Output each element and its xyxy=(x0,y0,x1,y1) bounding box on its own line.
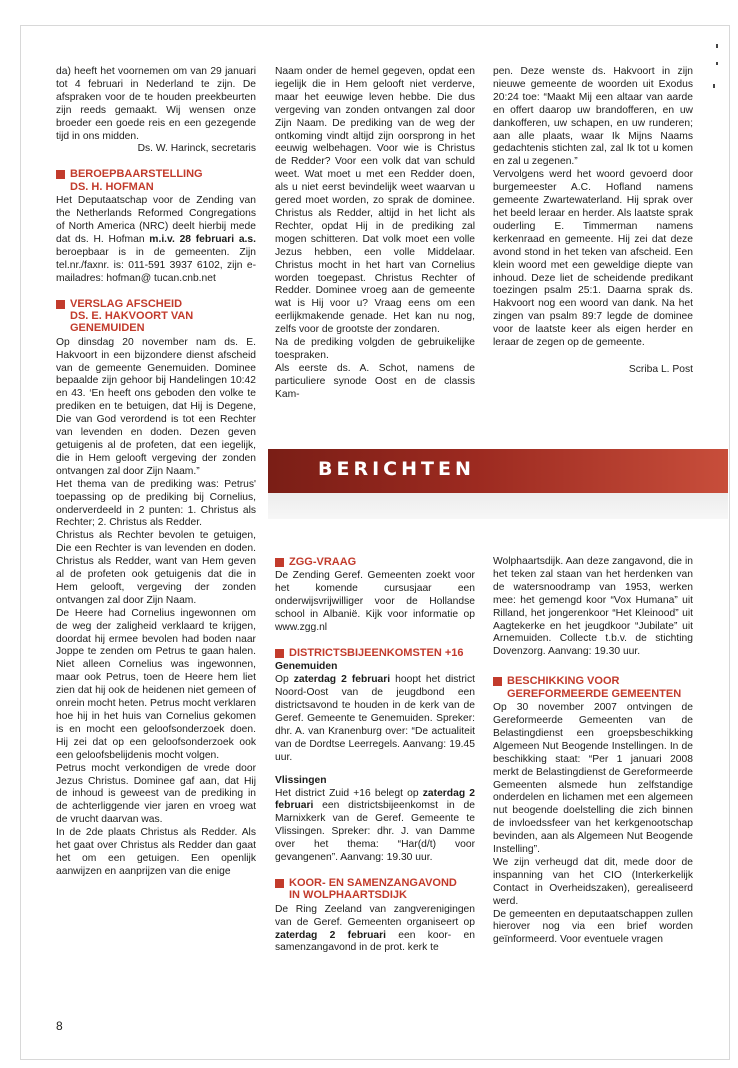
zgg-body: De Zending Geref. Gemeenten zoekt voor het komende cursusjaar een onderwijsvrijwilliger voor de Hollandse school in Albanië. Kijk voor informatie op www.zgg.nl xyxy=(275,570,475,634)
heading-bullet-icon xyxy=(275,558,284,567)
berichten-banner xyxy=(268,449,728,493)
intro-paragraph: da) heeft het voornemen om van 29 januari tot 4 februari in Nederland te zijn. De afspraken voor de te houden preekbeurten zijn reeds gemaakt. Wij wensen onze broeder een goede reis en een gezegende tijd in ons midden. xyxy=(56,66,256,142)
koor-continued-body: Wolphaartsdijk. Aan deze zangavond, die in het teken zal staan van het herdenken van de watersnoodramp van 1953, werken mee: het gemengd koor “Vox Humana” uit Rilland, het jongerenkoor “Het Kleinood” uit Aagtekerke en het jeugdkoor “Jubilate” uit Arnemuiden. Collecte t.b.v. de stichting Dovenzorg. Aanvang: 19.30 uur. xyxy=(493,556,693,658)
heading-bullet-icon xyxy=(56,300,65,309)
column-4 xyxy=(275,556,475,955)
beschikking-paragraph: Op 30 november 2007 ontvingen de Gereformeerde Gemeenten van de Belastingdienst een groepsbeschikking Algemeen Nut Beogende Instellingen. In de beschikking staat: “Per 1 januari 2008 merkt de Belastingdienst de Gereformeerde Gemeenten alsmede hun zelfstandige onderdelen en lichamen met een algemeen nut beogende doelstelling die zich binnen de invloedssfeer van het kerkgenootschap bevinden, aan als Algemeen Nut Beogende Instelling”. xyxy=(493,702,693,856)
beroepbaarstelling-body: Het Deputaatschap voor de Zending van the Netherlands Reformed Congregations of North America (NRC) deelt hierbij mede dat ds. H. Hofman m.i.v. 28 februari a.s. beroepbaar is in de gemeenten. Zijn tel.nr./faxnr. is: 011-591 3937 6102, zijn e-mailadres: hofman@ tucan.cnb.net xyxy=(56,195,256,284)
section-heading-koor-samenzangavond: KOOR- EN SAMENZANGAVOND IN WOLPHAARTSDIJK xyxy=(275,877,475,902)
banner-title: BERICHTEN xyxy=(318,458,475,480)
verslag-continued-paragraph: Als eerste ds. A. Schot, namens de particuliere synode Oost en de classis Kam- xyxy=(275,362,475,400)
scan-mark xyxy=(716,62,718,65)
column-1 xyxy=(56,66,256,879)
heading-bullet-icon xyxy=(275,649,284,658)
verslag-paragraph: In de 2de plaats Christus als Redder. Als het gaat over Christus als Redder dan gaat het om een getuigen. Een openlijk aanwijzen en aanprijzen van die enige xyxy=(56,827,256,877)
beschikking-paragraph: We zijn verheugd dat dit, mede door de inspanning van het CIO (Interkerkelijk Contact in Overheidszaken), gerealiseerd werd. xyxy=(493,856,693,907)
intro-signature: Ds. W. Harinck, secretaris xyxy=(137,143,256,155)
koor-body: De Ring Zeeland van zangverenigingen van de Geref. Gemeenten organiseert op zaterdag 2 februari een koor- en samenzangavond in de prot. kerk te xyxy=(275,903,475,954)
verslag-paragraph: Het thema van de prediking was: Petrus' toepassing op de prediking bij Cornelius, onderverdeeld in 2 punten: 1. Christus als Rechter; 2. Christus als Redder. xyxy=(56,478,256,529)
heading-bullet-icon xyxy=(56,170,65,179)
verslag-paragraph: Op dinsdag 20 november nam ds. E. Hakvoort in een bijzondere dienst afscheid van de gemeente Genemuiden. Dominee bepaalde zijn gehoor bij Handelingen 10:42 en 43. ‘En heeft ons geboden den volke te prediken en te betuigen, dat Hij is Degene, Die van God verordend is tot een Rechter van levenden en doden. Dezen geven getuigenis al de profeten, dat een iegelijk, die in Hem gelooft vergeving der zonden ontvangen zal door Zijn Naam.” xyxy=(56,336,256,477)
verslag-continued-paragraph: pen. Deze wenste ds. Hakvoort in zijn nieuwe gemeente de woorden uit Exodus 20:24 toe: “Maakt Mij een altaar van aarde en offert daarop uw brandofferen, en uw dankofferen, uw schapen, en uw runderen; aan alle plaats, waar Ik Mijns Naams gedachtenis stichten zal, zal Ik tot u komen en zal u zegenen.” xyxy=(493,66,693,168)
heading-bullet-icon xyxy=(275,879,284,888)
subheading-genemuiden: Genemuiden xyxy=(275,661,338,673)
section-heading-verslag-afscheid: VERSLAG AFSCHEID DS. E. HAKVOORT VAN GENEMUIDEN xyxy=(56,298,256,335)
heading-bullet-icon xyxy=(493,677,502,686)
scriba-signature: Scriba L. Post xyxy=(628,363,693,375)
section-heading-beroepbaarstelling: BEROEPBAARSTELLING DS. H. HOFMAN xyxy=(56,168,256,193)
column-3 xyxy=(493,66,693,377)
section-heading-zgg-vraag: ZGG-VRAAG xyxy=(275,556,475,568)
beschikking-paragraph: De gemeenten en deputaatschappen zullen hierover nog via een brief worden geïnformeerd. Voor eventuele vragen xyxy=(493,908,693,946)
page-number: 8 xyxy=(56,1019,63,1033)
column-2 xyxy=(275,66,475,402)
verslag-continued-paragraph: Vervolgens werd het woord gevoerd door burgemeester A.C. Hofland namens gemeente Zwartewaterland. Hij sprak over het beeld leraar en herder. Als laatste sprak ouderling E. Timmerman namens kerkenraad en gemeente. Hij zei dat deze avond stond in het teken van afscheid. Een klein woord met een geweldige diepte van inhoud. Deze liet de scheidende predikant toezingen psalm 25:1. Daarna sprak ds. Hakvoort nog een woord van dank. Na het zingen van psalm 89:7 legde de dominee voor de laatste keer als eigen herder en leraar de zegen op de gemeente. xyxy=(493,169,693,349)
genemuiden-body: Op zaterdag 2 februari hoopt het district Noord-Oost van de jeugdbond een districtsavond te houden in de kerk van de Geref. Gemeente te Genemuiden. Spreker: dhr. A. van Kranenburg over: “De actualiteit van de Dordtse Leerregels. Aanvang: 19.45 uur. xyxy=(275,674,475,763)
banner-shadow xyxy=(268,493,728,519)
subheading-vlissingen: Vlissingen xyxy=(275,774,327,786)
scan-mark xyxy=(713,84,715,88)
verslag-continued-paragraph: Na de prediking volgden de gebruikelijke toespraken. xyxy=(275,337,475,361)
verslag-paragraph: Petrus mocht verkondigen de vrede door Jezus Christus. Dominee gaf aan, dat Hij de inhoud is geweest van de prediking in de achterliggende vier jaren en vroeg wat de vrucht daarvan was. xyxy=(56,762,256,826)
column-5 xyxy=(493,556,693,947)
section-heading-beschikking: BESCHIKKING VOOR GEREFORMEERDE GEMEENTEN xyxy=(493,675,693,700)
verslag-continued-paragraph: Naam onder de hemel gegeven, opdat een iegelijk die in Hem gelooft niet verderve, maar het eeuwige leven hebbe. Die dus vergeving van zonden ontvangen zal door Zijn Naam. De prediking van de weg der ontkoming vindt altijd zijn oorsprong in het eeuwig welbehagen. Voor wie is Christus de Redder? Voor een volk dat van schuld weet. Wat moet u met een Redder doen, als u niet eerst bevindelijk weet waarvan u gered moet worden, zo sprak de dominee. Christus als Redder, altijd in het licht als Rechter, opdat Hij in de prediking zal mogen schitteren. Dat volk moet een volle Jezus hebben, een volle Middelaar. Christus mocht in het hart van Cornelius worden toegepast. Christus Rechter of Redder. Dominee vroeg aan de gemeente wat is Hij voor u? Vraag eens om een eerlijkmakende genade. Het kan nu nog, zelfs voor de grootste der zondaren. xyxy=(275,66,475,336)
verslag-paragraph: De Heere had Cornelius ingewonnen om de weg der zaligheid verklaard te krijgen, doordat hij ermee bevolen had boden naar Joppe te zenden om Petrus te gaan halen. Niet alleen Cornelius was ingewonnen, maar ook Petrus, toen de Heere hem liet zien dat hij ook de heidenen niet gemeen of onrein mocht heten. Petrus mocht verklaren hoe hij in het huis van Cornelius gekomen is en mocht een geloofsonderzoek doen. Hij zei dat op een geloofsonderzoek ook een geloofsbelijdenis mocht volgen. xyxy=(56,607,256,761)
scan-mark xyxy=(716,44,718,48)
verslag-paragraph: Christus als Rechter bevolen te getuigen, Die een Rechter is van levenden en doden. Christus als Redder, want van Hem geven al de profeten ook getuigenis dat die in Hem gelooft, vergeving der zonden ontvangen zal door Zijn Naam. xyxy=(56,530,256,606)
vlissingen-body: Het district Zuid +16 belegt op zaterdag 2 februari een districtsbijeenkomst in de Marnixkerk van de Geref. Gemeente te Vlissingen. Spreker: dhr. J. van Damme over het thema: “Har(d/t) voor gevangenen”. Aanvang: 19.30 uur. xyxy=(275,787,475,864)
section-heading-districtsbijeenkomsten: DISTRICTSBIJEENKOMSTEN +16 xyxy=(275,647,475,659)
